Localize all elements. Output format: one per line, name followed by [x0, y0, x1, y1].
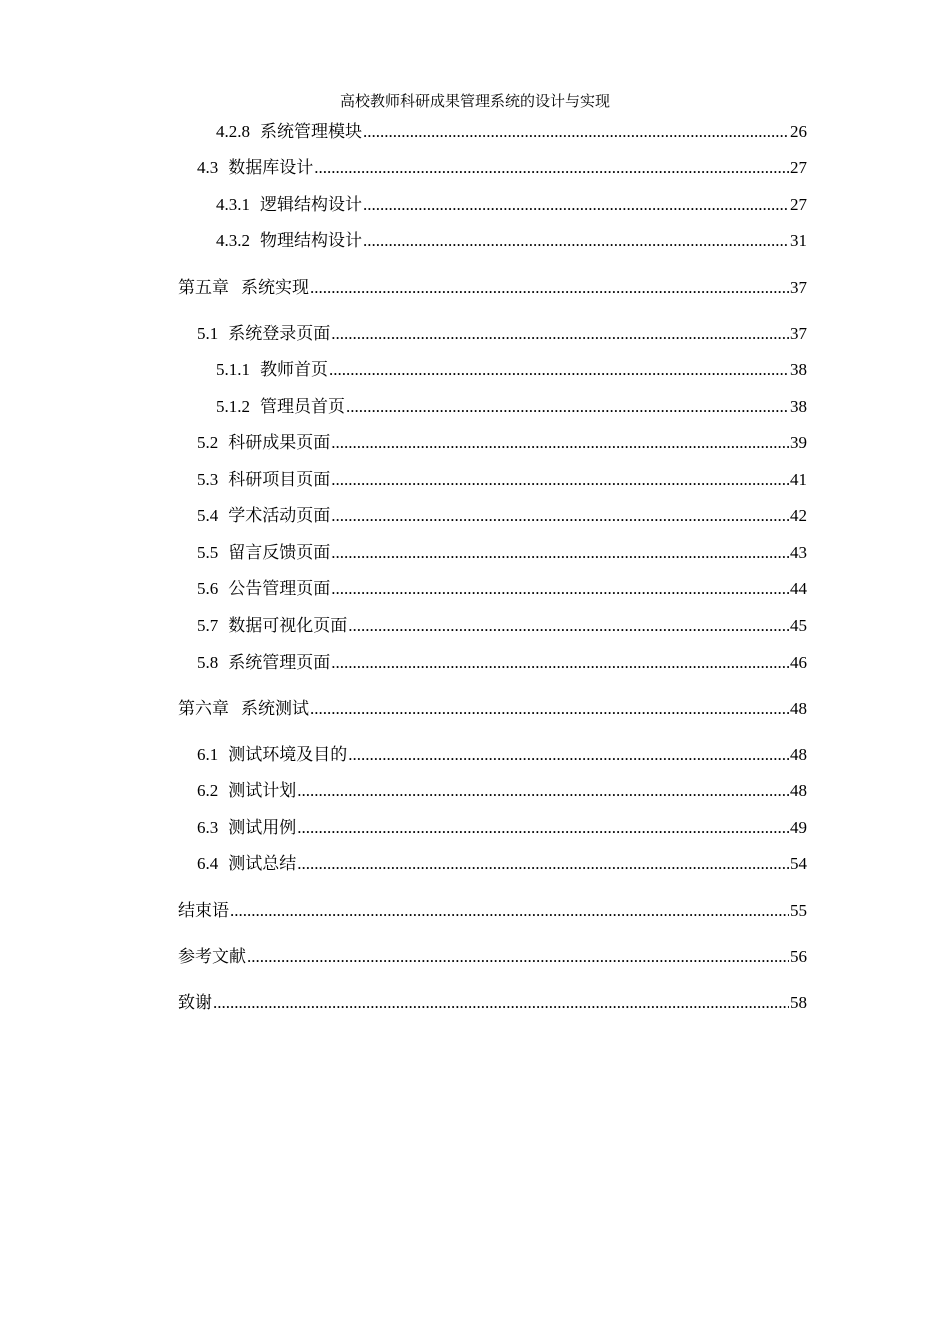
toc-entry-number: 5.1.1 [216, 360, 250, 379]
toc-dot-leader [329, 358, 789, 382]
toc-entry-page: 27 [790, 195, 807, 214]
toc-entry[interactable] [216, 358, 807, 382]
toc-entry-title: 致谢 [178, 993, 212, 1013]
toc-entry[interactable] [197, 468, 807, 492]
toc-entry-page: 37 [790, 324, 807, 343]
toc-dot-leader [331, 431, 789, 455]
toc-dot-leader [346, 395, 789, 419]
toc-dot-leader [314, 156, 789, 180]
toc-entry-title: 测试环境及目的 [228, 745, 348, 765]
toc-entry-title: 系统管理页面 [228, 653, 331, 673]
toc-entry-number: 5.5 [197, 543, 219, 562]
toc-dot-leader [331, 651, 789, 675]
toc-entry-page: 55 [790, 901, 807, 920]
toc-entry[interactable] [178, 697, 807, 721]
toc-entry-number: 4.3 [197, 158, 219, 177]
toc-entry-title: 管理员首页 [260, 397, 345, 417]
toc-entry-page: 37 [790, 278, 807, 297]
toc-entry[interactable] [197, 852, 807, 876]
toc-dot-leader [297, 779, 789, 803]
toc-entry-page: 26 [790, 122, 807, 141]
toc-dot-leader [331, 541, 789, 565]
toc-dot-leader [213, 991, 789, 1015]
toc-dot-leader [363, 193, 789, 217]
toc-entry-title: 数据库设计 [228, 158, 314, 178]
toc-entry[interactable] [178, 991, 807, 1015]
toc-entry-title: 系统管理模块 [260, 122, 362, 142]
toc-entry[interactable] [216, 193, 807, 217]
toc-entry-page: 31 [790, 231, 807, 250]
toc-dot-leader [310, 276, 789, 300]
toc-entry[interactable] [197, 816, 807, 840]
toc-entry-page: 27 [790, 158, 807, 177]
toc-entry[interactable] [197, 651, 807, 675]
toc-entry-title: 测试总结 [228, 854, 297, 874]
toc-entry[interactable] [197, 779, 807, 803]
toc-dot-leader [297, 852, 789, 876]
toc-entry-page: 48 [790, 699, 807, 718]
toc-entry-page: 41 [790, 470, 807, 489]
toc-entry-number: 4.2.8 [216, 122, 250, 141]
toc-entry-page: 46 [790, 653, 807, 672]
toc-entry-number: 5.1 [197, 324, 219, 343]
toc-dot-leader [348, 743, 789, 767]
toc-dot-leader [363, 120, 789, 144]
toc-dot-leader [247, 945, 789, 969]
toc-entry[interactable] [197, 431, 807, 455]
toc-entry-number: 4.3.2 [216, 231, 250, 250]
toc-entry-title: 测试用例 [228, 818, 297, 838]
toc-entry[interactable] [216, 229, 807, 253]
toc-entry-title: 留言反馈页面 [228, 543, 331, 563]
toc-entry-title: 物理结构设计 [260, 231, 362, 251]
toc-entry-number: 6.3 [197, 818, 219, 837]
toc-dot-leader [230, 899, 789, 923]
toc-entry-number: 6.2 [197, 781, 219, 800]
toc-entry-number: 5.6 [197, 579, 219, 598]
header-title: 高校教师科研成果管理系统的设计与实现 [339, 92, 610, 110]
toc-entry-page: 49 [790, 818, 807, 837]
toc-entry-number: 5.1.2 [216, 397, 250, 416]
toc-dot-leader [331, 504, 789, 528]
toc-dot-leader [331, 468, 789, 492]
toc-entry-number: 5.4 [197, 506, 219, 525]
toc-entry-page: 38 [790, 397, 807, 416]
toc-entry-number: 4.3.1 [216, 195, 250, 214]
toc-entry[interactable] [197, 541, 807, 565]
toc-entry-page: 54 [790, 854, 807, 873]
toc-entry-title: 结束语 [178, 901, 229, 921]
toc-entry-title: 公告管理页面 [228, 579, 331, 599]
toc-entry-number: 5.8 [197, 653, 219, 672]
toc-entry-title: 测试计划 [228, 781, 297, 801]
toc-entry-title: 参考文献 [178, 947, 246, 967]
toc-entry-number: 5.2 [197, 433, 219, 452]
toc-entry-page: 42 [790, 506, 807, 525]
toc-entry-title: 系统登录页面 [228, 324, 331, 344]
toc-dot-leader [363, 229, 789, 253]
toc-entry[interactable] [178, 899, 807, 923]
toc-entry-title: 科研项目页面 [228, 470, 331, 490]
toc-dot-leader [348, 614, 789, 638]
toc-entry-page: 45 [790, 616, 807, 635]
toc-entry-page: 48 [790, 781, 807, 800]
toc-entry-number: 6.4 [197, 854, 219, 873]
toc-entry-page: 39 [790, 433, 807, 452]
toc-entry[interactable] [178, 945, 807, 969]
toc-entry-page: 58 [790, 993, 807, 1012]
toc-entry-number: 6.1 [197, 745, 219, 764]
toc-entry[interactable] [216, 395, 807, 419]
toc-dot-leader [310, 697, 789, 721]
toc-entry[interactable] [197, 504, 807, 528]
toc-entry-page: 56 [790, 947, 807, 966]
toc-entry[interactable] [216, 120, 807, 144]
toc-entry-title: 系统测试 [241, 699, 309, 719]
toc-dot-leader [331, 322, 789, 346]
toc-dot-leader [331, 577, 789, 601]
toc-entry[interactable] [197, 156, 807, 180]
toc-entry[interactable] [197, 322, 807, 346]
toc-entry-number: 5.7 [197, 616, 219, 635]
toc-entry[interactable] [178, 276, 807, 300]
toc-entry-page: 38 [790, 360, 807, 379]
toc-entry[interactable] [197, 577, 807, 601]
toc-entry[interactable] [197, 614, 807, 638]
toc-entry[interactable] [197, 743, 807, 767]
toc-entry-title: 逻辑结构设计 [260, 195, 362, 215]
toc-entry-title: 科研成果页面 [228, 433, 331, 453]
toc-entry-number: 5.3 [197, 470, 219, 489]
toc-entry-page: 44 [790, 579, 807, 598]
toc-entry-number: 第五章 [178, 278, 229, 297]
toc-dot-leader [297, 816, 789, 840]
toc-entry-page: 48 [790, 745, 807, 764]
toc-entry-title: 教师首页 [260, 360, 328, 380]
toc-entry-title: 系统实现 [241, 278, 309, 298]
toc-entry-page: 43 [790, 543, 807, 562]
toc-entry-title: 学术活动页面 [228, 506, 331, 526]
toc-entry-number: 第六章 [178, 699, 229, 718]
toc-entry-title: 数据可视化页面 [228, 616, 348, 636]
